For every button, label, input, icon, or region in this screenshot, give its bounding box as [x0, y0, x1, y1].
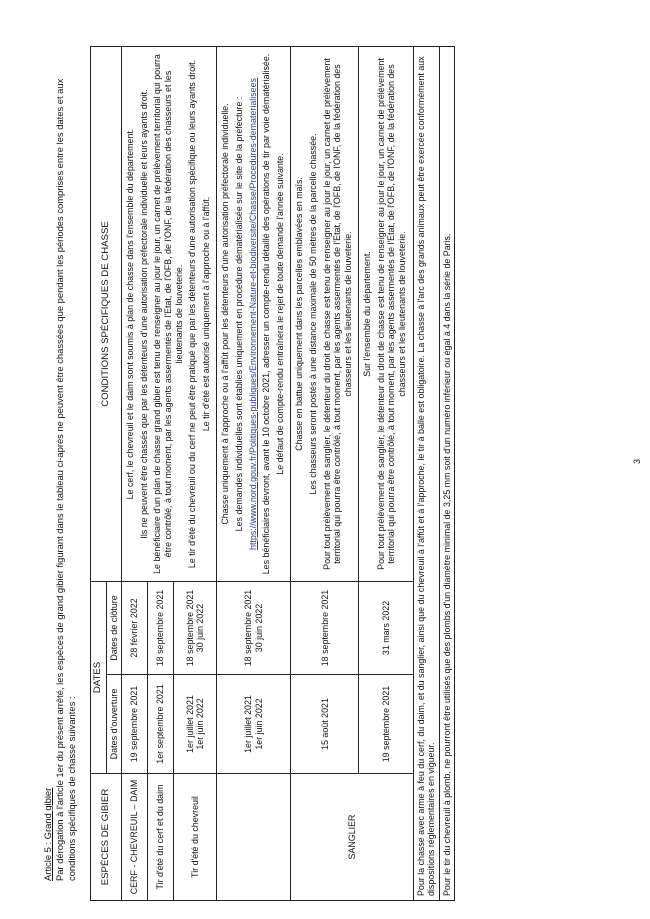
note-weapons: Pour la chasse avec arme à feu du cerf, du daim, et du sanglier, ainsi que du chevreuil à l'affût et à l'approche, le tir à balle est obligatoire. La chasse à l'arc des grands animaux peut être exercée conformément aux dispositions réglementaires en vigueur.: [413, 47, 439, 901]
opening-date: 1er septembre 2021: [148, 675, 174, 774]
conditions-cell: [122, 47, 217, 582]
hunting-table: [90, 46, 455, 901]
header-dates: DATES: [91, 582, 107, 774]
condition-text: Le défaut de compte-rendu entraînera le rejet de toute demande l'année suivante.: [274, 153, 285, 475]
condition-text: Le bénéficiaire d'un plan de chasse grand gibier est tenu de renseigner au jour le jour, un carnet de prélèvement territorial qui pourra être contrôlé, à tout moment, par les agents assermentés de l'Etat, de l'OFB, de l'ONF, de la fédération des chasseurs et les lieutenants de louveterie.: [152, 54, 184, 574]
condition-text: Les bénéficiaires devront, avant le 10 octobre 2021, adresser un compte-rendu détaillé des opérations de tir par voie dématérialisée.: [261, 53, 272, 575]
table-row: [359, 47, 413, 901]
conditions-cell: [359, 47, 413, 582]
species-cell: SANGLIER: [291, 774, 413, 901]
closing-date: 18 septembre 2021: [291, 582, 359, 675]
table-note-row: [413, 47, 439, 901]
table-row: [291, 47, 359, 901]
header-opening: Dates d'ouverture: [106, 675, 122, 774]
header-conditions: CONDITIONS SPÉCIFIQUES DE CHASSE: [91, 47, 122, 582]
opening-date: 1er juillet 2021 1er juin 2022: [217, 675, 291, 774]
condition-text: Le tir d'été du chevreuil ou du cerf ne peut être pratiqué que par les détenteurs d'une autorisation spécifique ou leurs ayants droit.: [187, 59, 198, 569]
conditions-cell: [217, 47, 291, 582]
header-closing: Dates de clôture: [106, 582, 122, 675]
closing-date: 18 septembre 2021: [148, 582, 174, 675]
intro-paragraph: Par dérogation à l'article 1er du présent arrêté, les espèces de grand gibier figurant dans le tableau ci-après ne peuvent être chassées que pendant les périodes comprises entre les dates et aux conditions spécifiques de chasse suivantes :: [54, 78, 77, 881]
page-number: 3: [632, 458, 642, 464]
table-row: [122, 47, 148, 901]
condition-text: Les demandes individuelles sont établies uniquement en procédure dématérialisée sur le site de la préfecture :: [233, 96, 244, 532]
condition-text: Pour tout prélèvement de sanglier, le détenteur du droit de chasse est tenu de renseigner au jour le jour, un carnet de prélèvement territorial qui pourra être contrôlé, à tout moment, par les agents assermentés de l'Etat, de l'OFB, de l'ONF, de la fédération des chasseurs et les lieutenants de louveterie.: [375, 58, 408, 570]
note-lead-shot: Pour le tir du chevreuil à plomb, ne pourront être utilisés que des plombs d'un diamètre minimal de 3,25 mm soit d'un numéro inférieur ou égal à 4 dans la série de Paris.: [439, 47, 455, 901]
header-species: ESPÈCES DE GIBIER: [91, 774, 122, 901]
closing-date: 28 février 2022: [122, 582, 148, 675]
opening-date: 19 septembre 2021: [122, 675, 148, 774]
opening-date: 19 septembre 2021: [359, 675, 413, 774]
species-cell: [217, 774, 291, 901]
condition-text: Pour tout prélèvement de sanglier, le détenteur du droit de chasse est tenu de renseigner au jour le jour, un carnet de prélèvement territorial qui pourra être contrôlé, à tout moment, par les agents assermentés de l'Etat, de l'OFB, de l'ONF, de la fédération des chasseurs et les lieutenants de louveterie.: [321, 58, 353, 570]
species-cell: CERF - CHEVREUIL – DAIM: [122, 774, 148, 901]
closing-date: 18 septembre 2021 30 juin 2022: [217, 582, 291, 675]
condition-text: Chasse uniquement à l'approche ou à l'affût pour les détenteurs d'une autorisation préfectorale individuelle.: [220, 103, 231, 525]
closing-date: 18 septembre 2021 30 juin 2022: [173, 582, 216, 675]
table-note-row: [439, 47, 455, 901]
condition-text: Le tir d'été est autorisé uniquement à l'approche ou à l'affût.: [200, 196, 211, 432]
table-row: [217, 47, 291, 901]
condition-text: Sur l'ensemble du département.: [362, 251, 373, 377]
opening-date: 15 août 2021: [291, 675, 359, 774]
article-title: Article 5 : Grand gibier: [42, 787, 53, 881]
condition-text: Le cerf, le chevreuil et le daim sont soumis à plan de chasse dans l'ensemble du département.: [125, 128, 136, 500]
prefecture-link[interactable]: https://www.nord.gouv.fr/Politiques-publiques/Environnement-Nature-et-biodiversite/Chasse/Procedures-dematerialisees: [247, 78, 258, 550]
opening-date: 1er juillet 2021 1er juin 2022: [173, 675, 216, 774]
closing-date: 31 mars 2022: [359, 582, 413, 675]
condition-text: Les chasseurs seront postés à une distance maximale de 50 mètres de la parcelle chassée.: [307, 133, 318, 495]
condition-text: Ils ne peuvent être chassés que par les détenteurs d'une autorisation préfectorale individuelle et leurs ayants droit.: [138, 89, 149, 539]
condition-text: Chasse en battue uniquement dans les parcelles emblavées en maïs.: [294, 177, 305, 451]
species-cell: Tir d'été du chevreuil: [173, 774, 216, 901]
species-cell: Tir d'été du cerf et du daim: [148, 774, 174, 901]
conditions-cell: [291, 47, 359, 582]
